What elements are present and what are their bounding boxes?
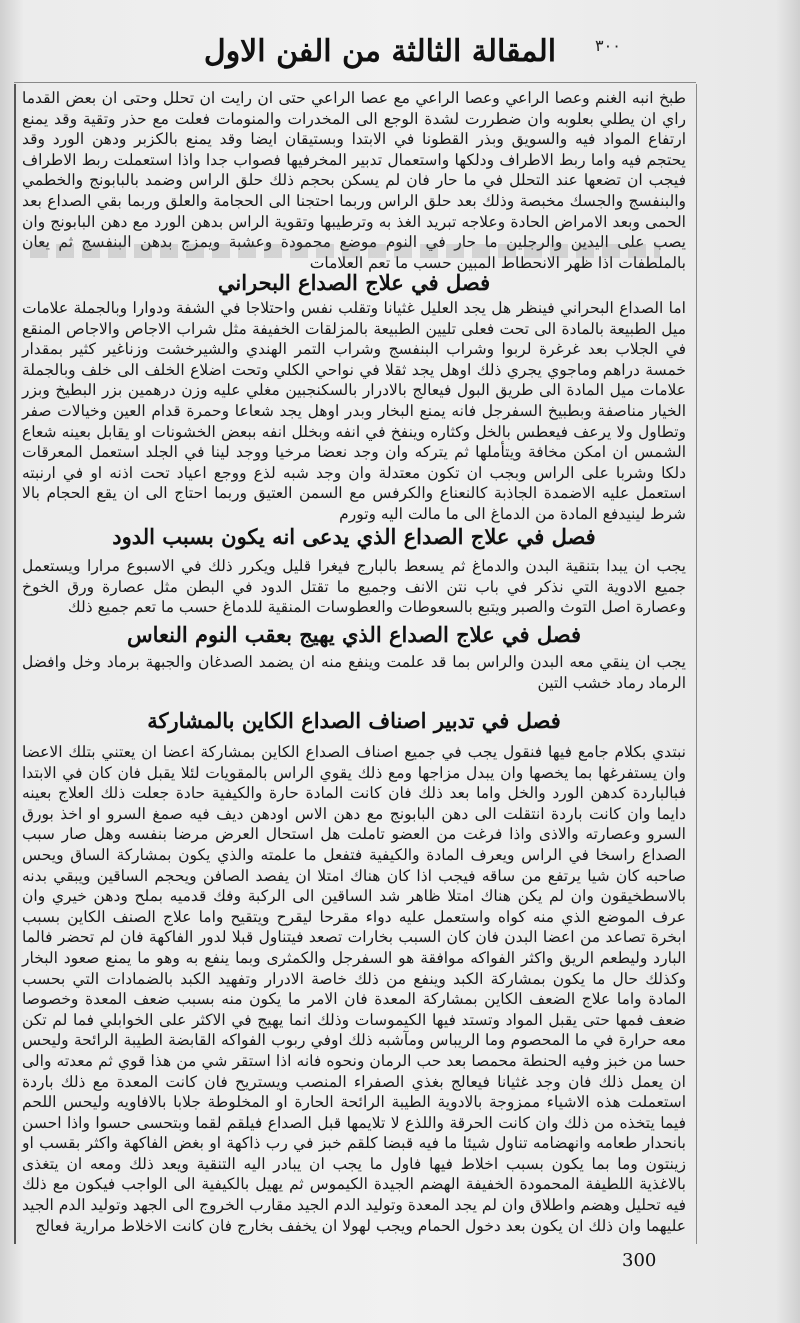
paragraph: يجب ان ينقي معه البدن والراس بما قد علمت وينفع منه ان يضمد الصدغان والجبهة برماد وخل وافضل الرماد رماد خشب التين bbox=[22, 653, 686, 692]
paragraph: نبتدي بكلام جامع فيها فنقول يجب في جميع اصناف الصداع الكاين بمشاركة اعضا ان يعتني بتلك الاعضا وان يستفرغها بما يخصها وان يبدل مزاجها ومع ذلك يقوي الراس بالمقويات لئلا يقبل فان كان في الابتدا فبالباردة كدهن الورد والخل واما بعد ذلك فان كانت المادة حارة والكيفية حادة جعلت ذلك العلاج بعينه دايما وان كانت باردة انتقلت الى دهن البابونج مع دهن الاس اودهن ديف فيه صمغ السرو او اخذ بورق السرو وعصارته والاذى واذا فرغت من العضو تاملت هل استحال العرض مرضا بنفسه وهل صار سبب الصداع راسخا في الراس ويعرف المادة والكيفية فتفعل ما علمته والذي يكون بمشاركة الساق ويحس صاحبه كان شيا يرتفع من ساقه فيجب اذا كان هناك امتلا ان يفصد الصافن ويحجم الساقين ويبقي بدنه بالاسطخيقون وان لم يكن هناك امتلا ظاهر شد الساقين الى الركبة وفك قدميه بملح ودهن خيري وان عرف الموضع الذي منه كواه واستعمل عليه دواء مقرحا ليقرح ويتقيح واما علاج الصنف الكاين بسبب ابخرة تصاعد من اعضا البدن فان كان السبب بخارات تصعد فيتناول قبلا لدور الفاكهة فان لم تحضر فالما البارد وليطعم الريق واكثر الفواكه موافقة هو السفرجل والكمثرى وبما ينفع به وهو ما يمنع صعود البخار وكذلك حال ما يكون بمشاركة الكبد وينفع من ذلك خاصة الادرار وتفهيد الكبد بالضمادات التي بحسب المادة واما علاج الضعف الكاين بمشاركة المعدة فان الامر ما يكون منه بسبب ضعف المعدة وخصوصا ضعف فمها حتى يقبل المواد وتستد فيها الكيموسات وذلك انما يهيج في الاكثر على الخوابلي فما لم تكن معه حرارة في ما المحصوم وما الريباس ومآشبه ذلك اوفي ربوب الفواكه القابضة الطيبة الرائحة وليحس حسا من خبز وفيه الحنطة محمصا بعد حب الرمان ونحوه فانه اذا استقر شي من هذا قوي ثم معدته والى ان يعمل ذلك فان وجد غثيانا فيعالج بغذي الصفراء المنصب ويستريح فان كانت المعدة مع ذلك باردة استعملت هذه الاشياء ممزوجة بالادوية الطيبة الرائحة الحارة او المخلوطة جلابا بالافاويه وليحس اللحم فيما يتخذه من ذلك وان كانت الحرقة واللذع لا تلايمها قبل الصداع فيلقم لقما وبتحسى حسوا واذا احسن بانحدار طعامه وانهضامه تناول شيئا ما فيه قبضا كلقم خبز في رب ذاكهة او بغض الفاكهة واكثر بقسب او زينتون وما بما يكون بسبب اخلاط فيها فاول ما يجب ان يبادر اليه التنقية ويعد ذلك ومعه ان يتغذى بالاغذية اللطيفة المحمودة الخفيفة الهضم الجيدة الكيموس ثم يهيل بالكيفية الى الواجب فيكون مع ذلك فيه تحليل وهضم واطلاق وان لم يجد المعدة وتوليد الدم الجيد مقارب الخروج الى الجهد وتوليد الدم الجيد عليهما وان ذلك ان يكون بعد دخول الحمام ويجب لهولا ان يخفف بخارج فان كانت الاخلاط مرارية فعالج bbox=[22, 743, 686, 1235]
paragraph: اما الصداع البحراني فينظر هل يجد العليل غثيانا وتقلب نفس واحتلاجا في الشفة ودوارا وبالجملة علامات ميل الطبيعة بالمادة الى تحت فعلى تليين الطبيعة بالمزلقات الخفيفة مثل شراب الاجاص والاجاص المنقع في الجلاب بعد غرغرة لربوا وشراب البنفسج وشراب التمر الهندي والشيرخشت وزناغير كثير بمقدار خمسة دراهم وماجوي يجري ذلك اوهل يجد ثقلا في نواحي الكلي وتحت اضلاع الخلف الى خلف وبالجملة علامات ميل المادة الى طريق البول فيعالج بالادرار بالسكنجبين مغلي عليه وزن درهمين بزر البطيخ وبزر الخيار مناصفة وبطبيخ السفرجل فانه يمنع البخار وبدر اوهل يجد شعاعا وحمرة قدام العين وخيالات صفر وتطاول ولا يرعف فيعطس بالخل وكثاره وينفخ في انفه وبخلل انفه ببعض الخشونات او يقابل بعينه شعاع الشمس ان امكن مخافة ويتأملها ثم يتركه وان وجد نعضا مرخيا ووجد لينا في الجلد استعمل المعرقات دلكا وشربا على الراس وبجب ان تكون معتدلة وان وجد شبه لذع ووجع اعياد تحت اذنه او في ارنبته استعمل عليه الاضمدة الجاذبة كالنعناع والكرفس مع السمن العتيق وربما احتاج الى ان يقع الحجام بالا شرط لينيدفع المادة من الدماغ الى ما مالت اليه وتورم bbox=[22, 299, 686, 523]
section-body bbox=[22, 742, 686, 1236]
section-body bbox=[22, 298, 686, 525]
section-heading: فصل في علاج الصداع الذي يهيج بعقب النوم النعاس bbox=[126, 622, 582, 647]
bleed-through-text bbox=[30, 244, 660, 258]
running-title: المقالة الثالثة من الفن الاول bbox=[203, 34, 557, 69]
page-number: 300 bbox=[622, 1250, 657, 1271]
section-body bbox=[22, 652, 686, 693]
paragraph: طبخ انبه الغنم وعصا الراعي وعصا الراعي مع عصا الراعي حتى ان رايت ان تحلل وحتى ان بعض القدما راي ان يطلي بعلوبه وان ضطررت لشدة الوجع الى المخدرات والمنومات فعلت مع حذر وتقية وقد يمنع ارتفاع المواد فيه والسويق وبذر القطونا في الابتدا وبستيقان ايضا وقد يمنع بالكزبر ودهن الورد وقد يحتجم فيه واما ربط الاطراف ودلكها واستعمال تدبير المخرفيها فصواب جدا واذا استعملت ربط الاطراف فيجب ان تضعها عند التحلل في ما حار فان لم يسكن بحجم ذلك حلق الراس وضمد بالبابونج والخطمي والبنفسج والجسك مخبصة وذلك بعد حلق الراس وربما احتجنا الى الحجامة والعلق وربما بقي الصداع بعد الحمى وبعد الامراض الحادة وعلاجه تبريد الغذ به وترطيبها وتقوية الراس بدهن الورد مع دهن البابونج وان يصب على اليدين والرجلين ما حار في النوم موضع محمودة وعشبة ويمزج بدهن البنفسج ثم يعان بالملطفات اذا ظهر الانحطاط المبين حسب ما تعم العلامات bbox=[22, 89, 686, 272]
section-heading: فصل في علاج الصداع الذي يدعى انه يكون بسبب الدود bbox=[112, 524, 596, 549]
section-heading: فصل في علاج الصداع البحراني bbox=[217, 270, 491, 295]
paragraph: يجب ان يبدا بتنقية البدن والدماغ ثم يسعط بالبارج فيغرا قليل ويكرر ذلك في الاسبوع مرارا ويستعمل جميع الادوية التي نذكر في باب نتن الانف وجميع ما تقتل الدود في البطن مثل عصارة ورق الخوخ وعصارة اصل التوث والصبر ويتبع بالسعوطات والعطوسات المنقية للدماغ حسب ما تعم جميع ذلك bbox=[22, 557, 686, 617]
top-rule bbox=[14, 82, 696, 83]
section-body bbox=[22, 556, 686, 618]
header-folio-number: ٣٠٠ bbox=[595, 36, 621, 55]
section-heading: فصل في تدبير اصناف الصداع الكاين بالمشاركة bbox=[147, 708, 561, 733]
